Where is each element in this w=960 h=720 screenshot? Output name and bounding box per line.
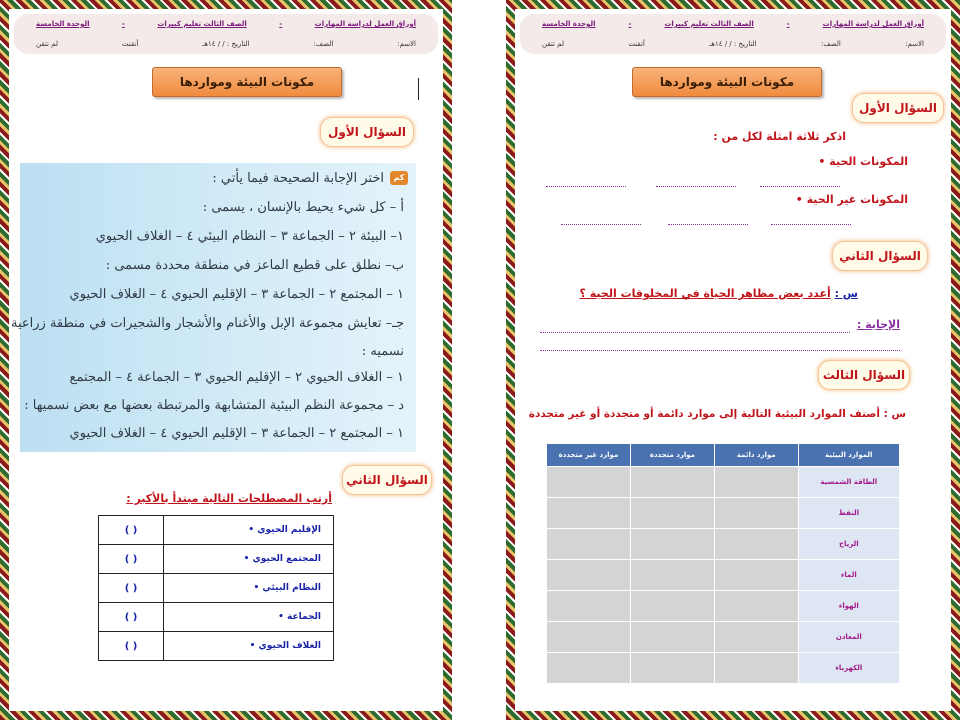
table-row: [547, 560, 900, 591]
answer-blank[interactable]: ( ): [99, 574, 164, 603]
header-fields: [520, 40, 946, 48]
answer-line[interactable]: [668, 224, 748, 225]
field-class-label: الصف:: [313, 40, 334, 48]
resource-name: الماء: [798, 560, 899, 591]
field-done-label: أتقنت: [628, 40, 645, 48]
term-cell: النظام البيئي •: [164, 574, 334, 603]
answer-line[interactable]: [540, 350, 900, 351]
answer-cell[interactable]: [547, 467, 631, 498]
answer-blank[interactable]: ( ): [99, 603, 164, 632]
excerpt-line: أ – كل شيء يحيط بالإنسان ، يسمى :: [202, 200, 404, 215]
header-unit: الوحدة الخامسة: [542, 20, 596, 28]
question-1-badge: السؤال الأول: [320, 117, 414, 147]
resource-name: الهواء: [798, 591, 899, 622]
header-grade: الصف الثالث تعليم كبيرات: [157, 20, 247, 28]
term-cell: المجتمع الحيوي •: [164, 545, 334, 574]
header-fields: [14, 40, 438, 48]
question-1-badge: السؤال الأول: [852, 93, 944, 123]
table-row: [99, 516, 334, 545]
page-title: مكونات البيئة ومواردها: [632, 67, 822, 97]
answer-cell[interactable]: [547, 591, 631, 622]
column-header: موارد غير متجددة: [547, 444, 631, 467]
question-2-prompt: س : أعدد بعض مظاهر الحياة في المخلوقات الحية ؟: [579, 287, 858, 300]
answer-cell[interactable]: [714, 498, 798, 529]
answer-line[interactable]: [656, 186, 736, 187]
textbook-excerpt-image: [11, 163, 416, 452]
question-2-prompt: أرتب المصطلحات التالية مبتدأ بالأكبر :: [126, 492, 332, 505]
resource-name: النفط: [798, 498, 899, 529]
column-header: الموارد البيئية: [798, 444, 899, 467]
excerpt-line: جـ– تعايش مجموعة الإبل والأغنام والأشجار والشجيرات في منطقة زراعية: [11, 316, 404, 331]
bullet-icon: •: [253, 583, 260, 593]
header-worksheet-title: أوراق العمل لدراسة المهارات: [314, 20, 416, 28]
question-2-badge: السؤال الثاني: [832, 241, 928, 271]
bullet-icon: •: [795, 193, 803, 206]
question-1-prompt: اذكر ثلاثة امثلة لكل من :: [713, 130, 846, 143]
bullet-icon: •: [278, 612, 284, 622]
answer-cell[interactable]: [714, 653, 798, 684]
resource-name: الكهرباء: [798, 653, 899, 684]
answer-cell[interactable]: [547, 529, 631, 560]
table-row: [99, 574, 334, 603]
answer-blank[interactable]: ( ): [99, 545, 164, 574]
resource-name: المعادن: [798, 622, 899, 653]
answer-line[interactable]: [771, 224, 851, 225]
field-not-done-label: لم تتقن: [36, 40, 58, 48]
term-cell: الغلاف الحيوي •: [164, 632, 334, 661]
text-cursor: [418, 78, 419, 100]
excerpt-line: د – مجموعة النظم البيئية المتشابهة والمرتبطة بعضها مع بعض نسميها :: [24, 398, 404, 413]
answer-cell[interactable]: [630, 622, 714, 653]
column-header: موارد متجددة: [630, 444, 714, 467]
answer-cell[interactable]: [630, 653, 714, 684]
excerpt-line: ب– نطلق على قطيع الماعز في منطقة محددة مسمى :: [105, 258, 404, 273]
excerpt-line: ١– البيئة ٢ – الجماعة ٣ – النظام البيئي ٤ – الغلاف الحيوي: [95, 229, 404, 244]
answer-cell[interactable]: [714, 529, 798, 560]
book-logo-icon: كم: [390, 171, 408, 185]
answer-cell[interactable]: [630, 467, 714, 498]
answer-cell[interactable]: [714, 622, 798, 653]
bullet-icon: •: [248, 525, 255, 535]
field-not-done-label: لم تتقن: [542, 40, 564, 48]
field-name-label: الاسم:: [397, 40, 416, 48]
term-cell: الإقليم الحيوي •: [164, 516, 334, 545]
worksheet-page-right: [506, 0, 960, 720]
excerpt-line: ١ – الغلاف الحيوي ٢ – الإقليم الحيوي ٣ – الجماعة ٤ – المجتمع: [69, 370, 404, 385]
answer-cell[interactable]: [547, 653, 631, 684]
field-date-label: التاريخ : / / ١٤هـ: [709, 40, 757, 48]
answer-blank[interactable]: ( ): [99, 516, 164, 545]
answer-cell[interactable]: [630, 529, 714, 560]
header-unit: الوحدة الخامسة: [36, 20, 90, 28]
worksheet-page-left: [0, 0, 452, 720]
question-3-badge: السؤال الثالث: [818, 360, 910, 390]
field-date-label: التاريخ : / / ١٤هـ: [202, 40, 250, 48]
excerpt-line: ١ – المجتمع ٢ – الجماعة ٣ – الإقليم الحيوي ٤ – الغلاف الحيوي: [69, 426, 404, 441]
term-cell: الجماعة •: [164, 603, 334, 632]
resource-name: الرياح: [798, 529, 899, 560]
field-done-label: أتقنت: [121, 40, 139, 48]
answer-cell[interactable]: [630, 560, 714, 591]
answer-cell[interactable]: [547, 622, 631, 653]
answer-cell[interactable]: [547, 498, 631, 529]
page-header: [14, 14, 438, 54]
field-class-label: الصف:: [821, 40, 841, 48]
table-row: [99, 545, 334, 574]
arrange-table: [98, 515, 334, 661]
question-prefix: س :: [834, 287, 858, 300]
header-grade: الصف الثالث تعليم كبيرات: [664, 20, 754, 28]
column-header: موارد دائمة: [714, 444, 798, 467]
q1-item-nonliving: المكونات غير الحية •: [795, 193, 908, 206]
bullet-icon: •: [243, 554, 250, 564]
answer-line[interactable]: [760, 186, 840, 187]
table-header-row: [547, 444, 900, 467]
answer-cell[interactable]: [714, 560, 798, 591]
answer-cell[interactable]: [714, 467, 798, 498]
page-title: مكونات البيئة ومواردها: [152, 67, 342, 97]
answer-line[interactable]: [561, 224, 641, 225]
table-row: [547, 653, 900, 684]
header-school-line: أوراق العمل لدراسة المهارات - الصف الثالث تعليم كبيرات - الوحدة الخامسة: [542, 20, 924, 28]
resources-table: [546, 443, 900, 684]
bullet-icon: •: [249, 641, 256, 651]
answer-blank[interactable]: ( ): [99, 632, 164, 661]
excerpt-line: ١ – المجتمع ٢ – الجماعة ٣ – الإقليم الحيوي ٤ – الغلاف الحيوي: [69, 287, 404, 302]
table-row: [547, 498, 900, 529]
table-row: [547, 467, 900, 498]
table-row: [547, 622, 900, 653]
answer-cell[interactable]: [630, 498, 714, 529]
excerpt-line: اختر الإجابة الصحيحة فيما يأتي :: [212, 171, 384, 186]
resource-name: الطاقة الشمسية: [798, 467, 899, 498]
table-row: [99, 603, 334, 632]
answer-cell[interactable]: [547, 560, 631, 591]
answer-cell[interactable]: [714, 591, 798, 622]
answer-cell[interactable]: [630, 591, 714, 622]
answer-line[interactable]: [540, 332, 850, 333]
answer-label: الإجابة :: [856, 318, 900, 331]
question-3-prompt: س : أصنف الموارد البيئية التالية إلى موارد دائمة أو متجددة أو غير متجددة: [528, 408, 906, 420]
field-name-label: الاسم:: [905, 40, 924, 48]
page-header: [520, 14, 946, 54]
header-school-line: أوراق العمل لدراسة المهارات - الصف الثالث تعليم كبيرات - الوحدة الخامسة: [36, 20, 416, 28]
answer-line[interactable]: [546, 186, 626, 187]
question-2-badge: السؤال الثاني: [342, 465, 432, 495]
q1-item-living: المكونات الحية •: [818, 155, 908, 168]
bullet-icon: •: [818, 155, 826, 168]
table-row: [547, 529, 900, 560]
table-row: [99, 632, 334, 661]
excerpt-line: نسميه :: [361, 344, 404, 359]
header-worksheet-title: أوراق العمل لدراسة المهارات: [822, 20, 924, 28]
table-row: [547, 591, 900, 622]
